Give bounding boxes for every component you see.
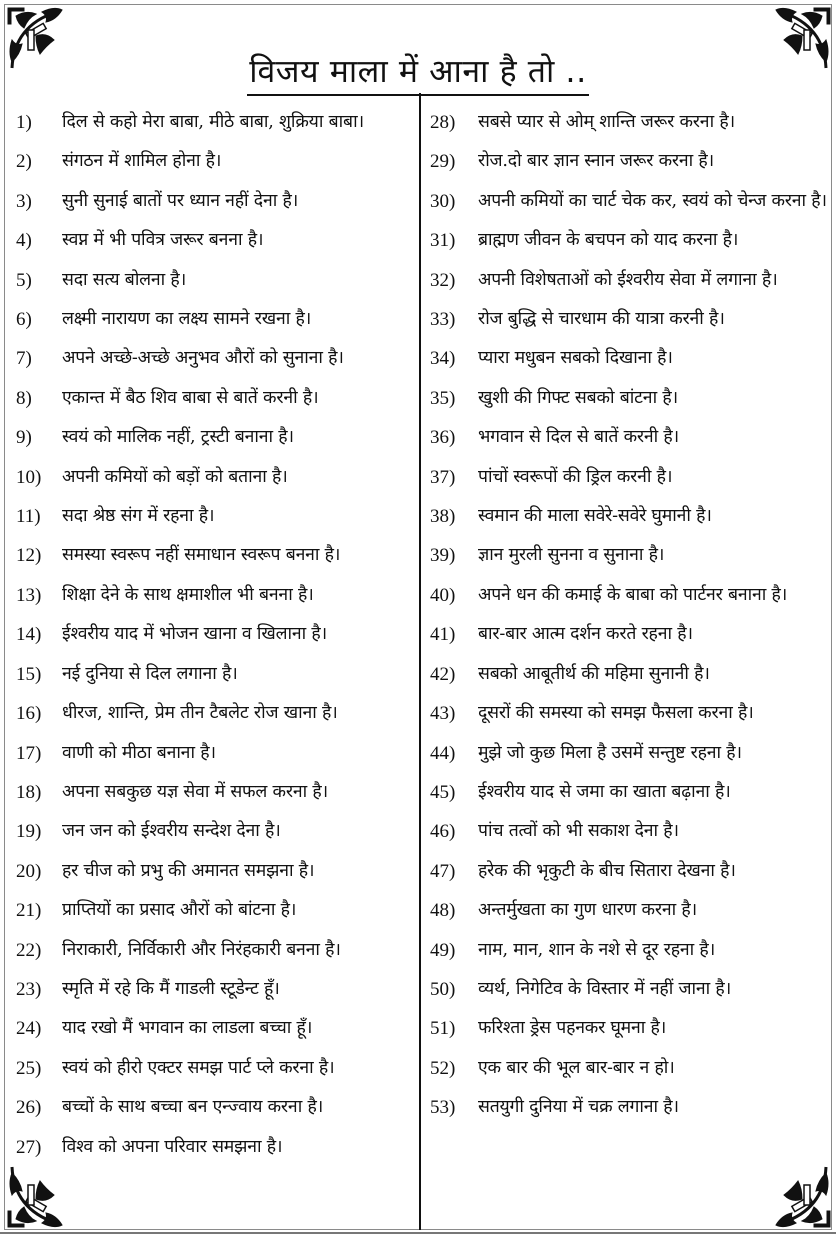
item-text: याद रखो मैं भगवान का लाडला बच्चा हूँ। [62,1018,313,1039]
item-text: स्वयं को मालिक नहीं, ट्रस्टी बनाना है। [62,427,294,448]
item-text: सतयुगी दुनिया में चक्र लगाना है। [478,1097,679,1118]
list-item [16,694,414,733]
item-text: ज्ञान मुरली सुनना व सुनाना है। [478,545,665,566]
item-number: 12) [16,545,42,567]
item-number: 18) [16,781,42,803]
item-number: 10) [16,466,42,488]
list-item [16,1009,414,1048]
item-text: प्यारा मधुबन सबको दिखाना है। [478,348,673,369]
list-item [430,497,832,536]
item-number: 32) [430,269,456,291]
ornament-corner-icon [6,1163,72,1229]
list-item [430,734,832,773]
item-number: 17) [16,742,42,764]
item-number: 22) [16,939,42,961]
item-number: 24) [16,1018,42,1040]
list-item [430,615,832,654]
item-text: पांचों स्वरूपों की ड्रिल करनी है। [478,466,673,487]
item-number: 31) [430,230,456,252]
list-item [16,891,414,930]
page-title: विजय माला में आना है तो .. [247,48,589,96]
item-text: रोज बुद्धि से चारधाम की यात्रा करनी है। [478,309,725,330]
list-item [430,812,832,851]
item-number: 13) [16,584,42,606]
item-text: सदा सत्य बोलना है। [62,269,187,290]
item-text: स्वप्न में भी पवित्र जरूर बनना है। [62,230,264,251]
item-text: धीरज, शान्ति, प्रेम तीन टैबलेट रोज खाना है। [62,703,338,724]
list-item [430,891,832,930]
item-number: 40) [430,584,456,606]
list-item [430,852,832,891]
item-text: बार-बार आत्म दर्शन करते रहना है। [478,624,693,645]
item-number: 4) [16,230,32,252]
item-number: 23) [16,978,42,1000]
item-number: 29) [430,151,456,173]
list-item [16,970,414,1009]
item-number: 46) [430,821,456,843]
list-item [430,970,832,1009]
item-number: 35) [430,387,456,409]
item-text: वाणी को मीठा बनाना है। [62,742,216,763]
item-text: अपनी विशेषताओं को ईश्वरीय सेवा में लगाना है। [478,269,778,290]
item-text: अपनी कमियों का चार्ट चेक कर, स्वयं को चेन्ज करना है। [478,190,827,211]
list-item [16,734,414,773]
item-number: 48) [430,900,456,922]
item-number: 42) [430,663,456,685]
list-item [16,182,414,221]
list-item [16,300,414,339]
item-text: सुनी सुनाई बातों पर ध्यान नहीं देना है। [62,190,299,211]
item-text: दूसरों की समस्या को समझ फैसला करना है। [478,703,754,724]
item-number: 45) [430,781,456,803]
item-text: हरेक की भृकुटी के बीच सितारा देखना है। [478,860,736,881]
list-item [430,339,832,378]
item-text: समस्या स्वरूप नहीं समाधान स्वरूप बनना है। [62,545,341,566]
item-number: 34) [430,348,456,370]
item-number: 38) [430,506,456,528]
list-item [430,694,832,733]
list-item [16,1049,414,1088]
item-number: 3) [16,190,32,212]
left-column-list [16,103,414,1167]
item-text: स्मृति में रहे कि मैं गाडली स्टूडेन्ट हूँ। [62,978,280,999]
item-number: 7) [16,348,32,370]
item-number: 16) [16,703,42,725]
item-number: 53) [430,1097,456,1119]
list-item [16,261,414,300]
item-text: लक्ष्मी नारायण का लक्ष्य सामने रखना है। [62,309,312,330]
item-text: रोज.दो बार ज्ञान स्नान जरूर करना है। [478,151,715,172]
list-item [430,221,832,260]
item-text: व्यर्थ, निगेटिव के विस्तार में नहीं जाना है। [478,978,732,999]
list-item [430,1088,832,1127]
list-item [430,458,832,497]
item-number: 5) [16,269,32,291]
item-text: विश्व को अपना परिवार समझना है। [62,1136,283,1157]
list-item [430,1049,832,1088]
list-item [16,418,414,457]
item-number: 49) [430,939,456,961]
item-text: फरिश्ता ड्रेस पहनकर घूमना है। [478,1018,667,1039]
item-text: नई दुनिया से दिल लगाना है। [62,663,238,684]
item-number: 47) [430,860,456,882]
list-item [16,221,414,260]
item-text: अपने अच्छे-अच्छे अनुभव औरों को सुनाना है। [62,348,344,369]
list-item [16,379,414,418]
list-item [430,773,832,812]
list-item [16,536,414,575]
item-number: 30) [430,190,456,212]
ornament-corner-icon [766,1163,832,1229]
item-number: 36) [430,427,456,449]
item-number: 52) [430,1057,456,1079]
item-number: 11) [16,506,41,528]
item-text: सबको आबूतीर्थ की महिमा सुनानी है। [478,663,710,684]
item-text: स्वयं को हीरो एक्टर समझ पार्ट प्ले करना है। [62,1057,335,1078]
column-divider [419,93,421,1230]
item-text: अपने धन की कमाई के बाबा को पार्टनर बनाना है। [478,584,788,605]
page-bottom-edge [0,1232,836,1234]
item-number: 28) [430,112,456,133]
item-text: ईश्वरीय याद से जमा का खाता बढ़ाना है। [478,781,731,802]
item-text: एक बार की भूल बार-बार न हो। [478,1057,675,1078]
item-text: सदा श्रेष्ठ संग में रहना है। [62,506,215,527]
item-text: शिक्षा देने के साथ क्षमाशील भी बनना है। [62,584,314,605]
list-item [430,379,832,418]
item-text: ईश्वरीय याद में भोजन खाना व खिलाना है। [62,624,327,645]
item-text: मुझे जो कुछ मिला है उसमें सन्तुष्ट रहना है। [478,742,742,763]
item-number: 27) [16,1136,42,1158]
list-item [430,300,832,339]
item-text: अन्तर्मुखता का गुण धारण करना है। [478,900,697,921]
list-item [430,182,832,221]
title-container [0,48,836,96]
item-text: संगठन में शामिल होना है। [62,151,222,172]
list-item [16,576,414,615]
item-text: प्राप्तियों का प्रसाद औरों को बांटना है। [62,900,297,921]
item-number: 14) [16,624,42,646]
list-item [16,812,414,851]
item-number: 37) [430,466,456,488]
list-item [16,615,414,654]
list-item [16,103,414,142]
right-column-list [430,103,832,1128]
list-item [16,458,414,497]
list-item [430,931,832,970]
list-item [16,1128,414,1167]
list-item [16,339,414,378]
item-text: भगवान से दिल से बातें करनी है। [478,427,680,448]
list-item [16,931,414,970]
item-text: सबसे प्यार से ओम् शान्ति जरूर करना है। [478,112,735,132]
item-number: 41) [430,624,456,646]
list-item [16,773,414,812]
item-number: 8) [16,387,32,409]
list-item [16,655,414,694]
item-number: 26) [16,1097,42,1119]
item-text: नाम, मान, शान के नशे से दूर रहना है। [478,939,716,960]
item-number: 21) [16,900,42,922]
item-text: स्वमान की माला सवेरे-सवेरे घुमानी है। [478,506,712,527]
item-text: एकान्त में बैठ शिव बाबा से बातें करनी है। [62,387,319,408]
list-item [430,576,832,615]
item-number: 51) [430,1018,456,1040]
list-item [430,142,832,181]
item-text: दिल से कहो मेरा बाबा, मीठे बाबा, शुक्रिया बाबा। [62,112,364,132]
list-item [430,103,832,142]
item-number: 33) [430,309,456,331]
list-item [430,1009,832,1048]
item-text: अपनी कमियों को बड़ों को बताना है। [62,466,288,487]
item-number: 44) [430,742,456,764]
item-text: पांच तत्वों को भी सकाश देना है। [478,821,679,842]
item-text: बच्चों के साथ बच्चा बन एन्ज्वाय करना है। [62,1097,324,1118]
item-number: 20) [16,860,42,882]
list-item [430,261,832,300]
item-text: जन जन को ईश्वरीय सन्देश देना है। [62,821,281,842]
list-item [16,1088,414,1127]
item-number: 50) [430,978,456,1000]
item-number: 1) [16,112,32,133]
list-item [430,536,832,575]
item-text: निराकारी, निर्विकारी और निरंहकारी बनना है। [62,939,341,960]
item-number: 43) [430,703,456,725]
item-text: हर चीज को प्रभु की अमानत समझना है। [62,860,315,881]
item-number: 25) [16,1057,42,1079]
list-item [16,497,414,536]
item-number: 9) [16,427,32,449]
item-number: 2) [16,151,32,173]
list-item [430,655,832,694]
item-text: खुशी की गिफ्ट सबको बांटना है। [478,387,678,408]
list-item [16,852,414,891]
item-number: 39) [430,545,456,567]
item-number: 19) [16,821,42,843]
list-item [16,142,414,181]
item-text: ब्राह्मण जीवन के बचपन को याद करना है। [478,230,739,251]
item-number: 6) [16,309,32,331]
list-item [430,418,832,457]
item-text: अपना सबकुछ यज्ञ सेवा में सफल करना है। [62,781,328,802]
item-number: 15) [16,663,42,685]
